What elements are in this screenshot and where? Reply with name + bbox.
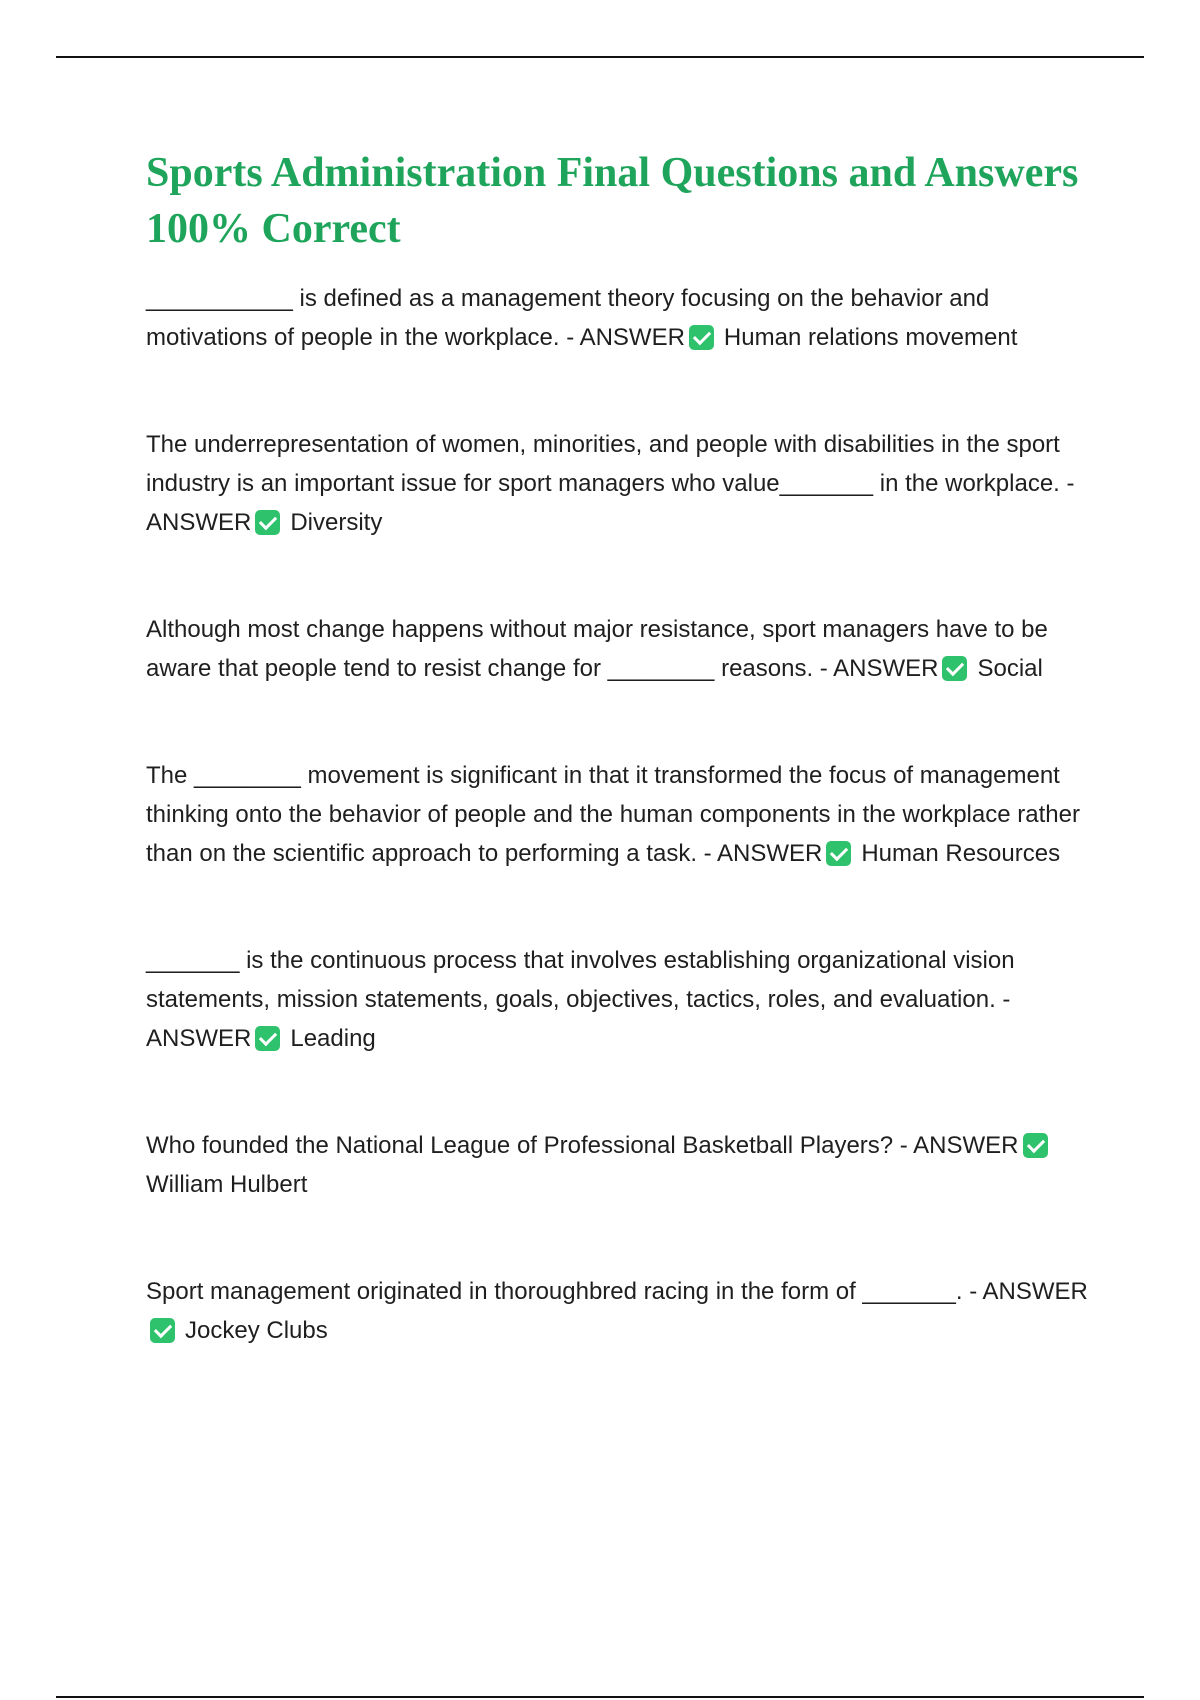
question-text: Although most change happens without major resistance, sport managers have to be aware that people tend to resist change for ________ reasons. - [146, 616, 1048, 682]
bottom-rule [56, 1696, 1144, 1698]
question-text: Who founded the National League of Professional Basketball Players? - [146, 1132, 914, 1159]
question-text: _______ is the continuous process that involves establishing organizational vision statements, mission statements, goals, objectives, tactics, roles, and evaluation. - [146, 947, 1015, 1013]
answer-text: Human relations movement [723, 324, 1018, 351]
question-text: The underrepresentation of women, minorities, and people with disabilities in the sport industry is an important issue for sport managers who value_______ in the workplace. - [146, 431, 1075, 497]
document-title: Sports Administration Final Questions and Answers 100% Correct [146, 150, 1079, 252]
answer-text: Human Resources [861, 840, 1061, 867]
answer-text: William Hulbert [146, 1171, 308, 1198]
question-text: ___________ is defined as a management theory focusing on the behavior and motivations of people in the workplace. - [146, 285, 990, 351]
answer-label: ANSWER [716, 840, 823, 867]
green-checkmark-icon [255, 510, 280, 535]
qa-item [146, 1272, 1096, 1350]
document-body [146, 145, 1096, 1350]
qa-item [146, 1126, 1096, 1204]
qa-item [146, 756, 1096, 873]
green-checkmark-icon [150, 1318, 175, 1343]
answer-text: Diversity [290, 509, 383, 536]
green-checkmark-icon [826, 841, 851, 866]
answer-label: ANSWER [146, 1025, 252, 1052]
green-checkmark-icon [255, 1026, 280, 1051]
answer-label: ANSWER [579, 324, 685, 351]
answer-label: ANSWER [982, 1278, 1088, 1305]
green-checkmark-icon [1023, 1133, 1048, 1158]
answer-label: ANSWER [146, 509, 252, 536]
qa-item [146, 425, 1096, 542]
qa-item [146, 941, 1096, 1058]
green-checkmark-icon [942, 656, 967, 681]
answer-label: ANSWER [913, 1132, 1019, 1159]
question-text: The ________ movement is significant in that it transformed the focus of management thinking onto the behavior of people and the human components in the workplace rather than on the scientific approach to performing a task. - [146, 762, 1080, 867]
answer-text: Social [977, 655, 1043, 682]
answer-label: ANSWER [833, 655, 939, 682]
green-checkmark-icon [689, 325, 714, 350]
question-text: Sport management originated in thoroughbred racing in the form of _______. - [146, 1278, 983, 1305]
qa-item [146, 279, 1096, 357]
answer-text: Jockey Clubs [185, 1317, 328, 1344]
answer-text: Leading [290, 1025, 376, 1052]
top-rule [56, 56, 1144, 58]
qa-item [146, 610, 1096, 688]
